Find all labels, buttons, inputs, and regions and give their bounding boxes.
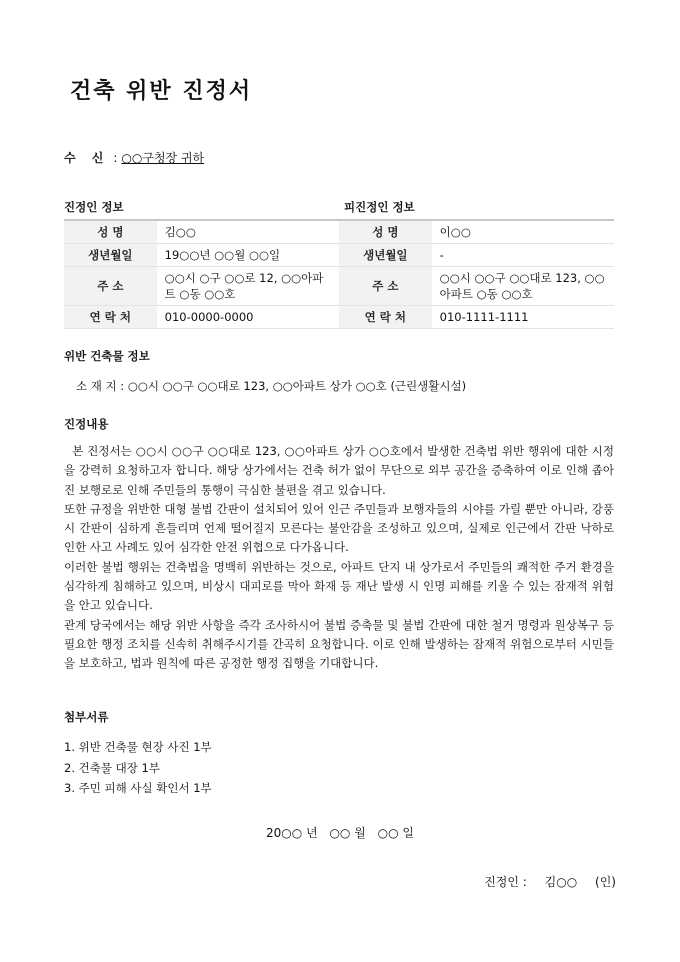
- table-row: [64, 267, 614, 306]
- respondent-birth-label: 생년월일: [339, 244, 432, 267]
- petitioner-address-value: ○○시 ○구 ○○로 12, ○○아파트 ○동 ○○호: [157, 267, 339, 306]
- table-row: [64, 220, 614, 244]
- paragraph: 또한 규정을 위반한 대형 불법 간판이 설치되어 있어 인근 주민들과 보행자들의 시야를 가릴 뿐만 아니라, 강풍 시 간판이 심하게 흔들리며 언제 떨어질지 모른다는 불안감을 조성하고 있으며, 실제로 인근에서 간판 낙하로 인한 사고 사례도 있어 심각한 안전 위협으로 다가옵니다.: [64, 501, 614, 555]
- recipient-value: ○○구청장 귀하: [121, 151, 205, 165]
- petitioner-contact-value: 010-0000-0000: [157, 306, 339, 329]
- paragraph: 본 진정서는 ○○시 ○○구 ○○대로 123, ○○아파트 상가 ○○호에서 발생한 건축법 위반 행위에 대한 시정을 강력히 요청하고자 합니다. 해당 상가에서는 건축 허가 없이 무단으로 외부 공간을 증축하여 이로 인해 좁아진 보행로로 인해 주민들의 통행이 극심한 불편을 겪고 있습니다.: [64, 444, 614, 497]
- respondent-heading: 피진정인 정보: [344, 200, 415, 214]
- building-heading: 위반 건축물 정보: [64, 349, 150, 363]
- petitioner-address-label: 주 소: [64, 267, 157, 306]
- date-day: ○○ 일: [377, 826, 414, 840]
- list-item: 2. 건축물 대장 1부: [64, 760, 160, 775]
- respondent-address-label: 주 소: [339, 267, 432, 306]
- petitioner-heading: 진정인 정보: [64, 200, 124, 214]
- petitioner-birth-label: 생년월일: [64, 244, 157, 267]
- respondent-contact-value: 010-1111-1111: [432, 306, 614, 329]
- petitioner-contact-label: 연 락 처: [64, 306, 157, 329]
- document-date: [0, 824, 680, 841]
- building-address: 소 재 지 : ○○시 ○○구 ○○대로 123, ○○아파트 상가 ○○호 (근린생활시설): [76, 379, 467, 393]
- content-heading: 진정내용: [64, 417, 109, 431]
- petitioner-name-label: 성 명: [64, 220, 157, 244]
- petition-body: [64, 442, 614, 674]
- respondent-contact-label: 연 락 처: [339, 306, 432, 329]
- recipient-label: 수 신: [64, 151, 110, 165]
- respondent-address-value: ○○시 ○○구 ○○대로 123, ○○아파트 ○동 ○○호: [432, 267, 614, 306]
- attachments-heading: 첨부서류: [64, 710, 109, 724]
- recipient-line: 수 신 : ○○구청장 귀하: [64, 151, 205, 165]
- paragraph: 관계 당국에서는 해당 위반 사항을 즉각 조사하시어 불법 증축물 및 불법 간판에 대한 철거 명령과 원상복구 등 필요한 행정 조치를 신속히 취해주시기를 간곡히 요청합니다. 이로 인해 발생하는 잠재적 위험으로부터 시민들을 보호하고, 법과 원칙에 따른 공정한 행정 집행을 기대합니다.: [64, 617, 614, 671]
- table-row: [64, 306, 614, 329]
- petitioner-name-value: 김○○: [157, 220, 339, 244]
- signature-line: [484, 873, 616, 890]
- date-year: 20○○ 년: [266, 826, 318, 840]
- respondent-name-value: 이○○: [432, 220, 614, 244]
- signature-label: 진정인 :: [484, 875, 527, 889]
- document-title: 건축 위반 진정서: [70, 79, 253, 104]
- table-row: [64, 244, 614, 267]
- respondent-birth-value: -: [432, 244, 614, 267]
- paragraph: 이러한 불법 행위는 건축법을 명백히 위반하는 것으로, 아파트 단지 내 상가로서 주민들의 쾌적한 주거 환경을 심각하게 침해하고 있으며, 비상시 대피로를 막아 화재 등 재난 발생 시 인명 피해를 키울 수 있는 잠재적 위험을 안고 있습니다.: [64, 559, 614, 613]
- list-item: 3. 주민 피해 사실 확인서 1부: [64, 781, 212, 795]
- petitioner-birth-value: 19○○년 ○○월 ○○일: [157, 244, 339, 267]
- signature-name: 김○○: [544, 875, 578, 889]
- signature-seal: (인): [595, 875, 616, 889]
- party-info-table: [64, 219, 614, 329]
- attachments-list: [64, 737, 212, 799]
- respondent-name-label: 성 명: [339, 220, 432, 244]
- date-month: ○○ 월: [329, 826, 366, 840]
- list-item: 1. 위반 건축물 현장 사진 1부: [64, 740, 212, 754]
